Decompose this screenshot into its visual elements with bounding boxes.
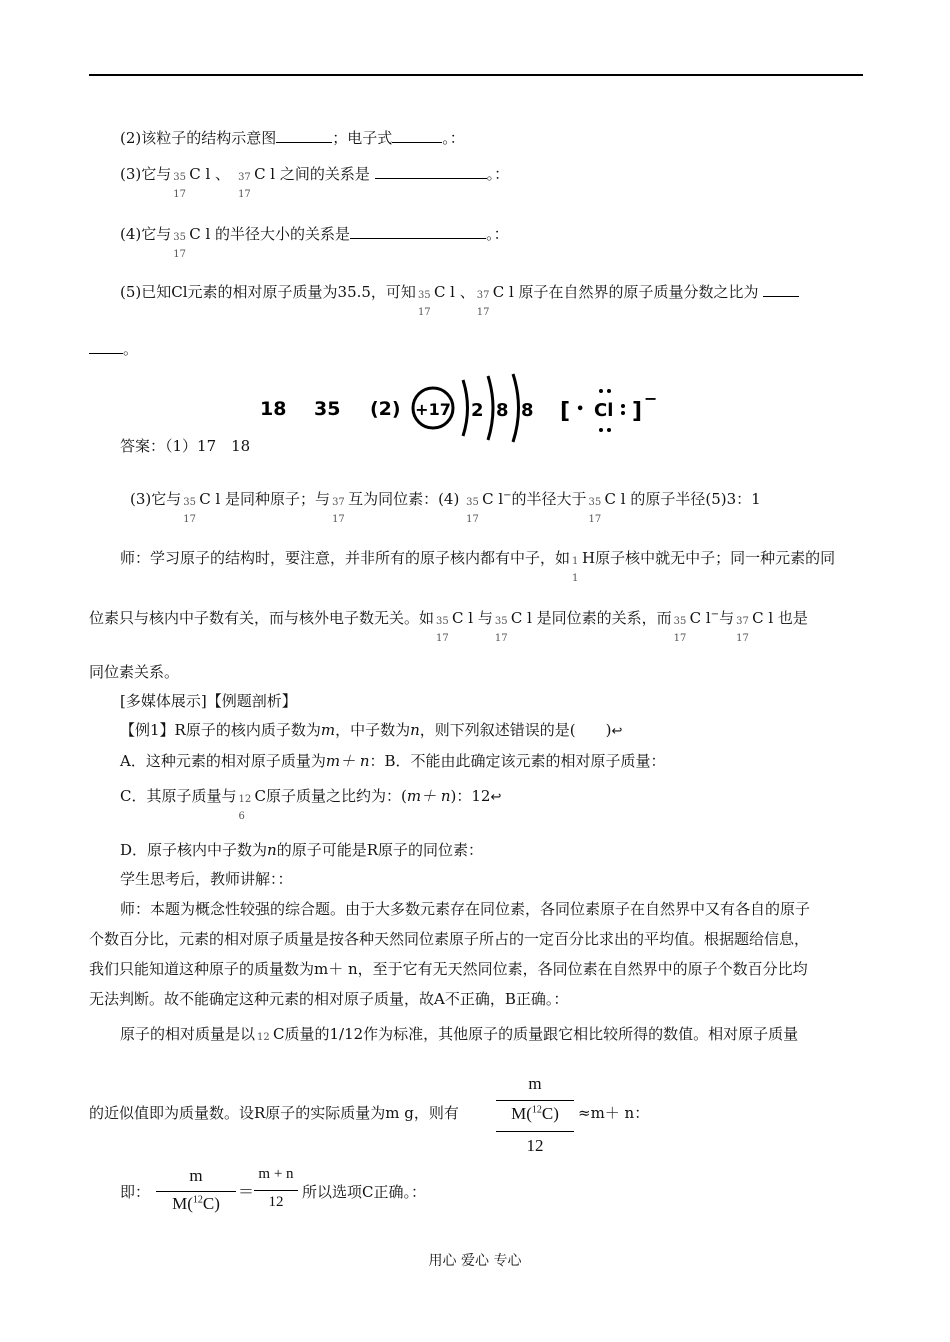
question-3: (3)它与 35 17 C l 、 37 17 C l 之间的关系是 。： [120, 165, 510, 200]
fraction-3: m + n 12 [254, 1166, 298, 1218]
teacher-note-2-line-2: 个数百分比，元素的相对原子质量是按各种天然同位素原子所占的一定百分比求出的平均值。根据题给信息， [89, 930, 810, 948]
question-5: (5)已知Cl元素的相对原子质量为35.5，可知 35 17 C l 、 37 17 C l 原子在自然界的原子质量分数之比为 [120, 277, 799, 302]
relative-mass-line: 原子的相对质量是以 12 C质量的1/12作为标准，其他原子的质量跟它相比较所得的数值。相对原子质量 [120, 1025, 799, 1043]
eq-lead: 即： [120, 1183, 151, 1201]
shell-1: 2 [471, 400, 484, 421]
nucleus-charge: +17 [415, 400, 451, 419]
fraction-1-den: 12 [526, 1136, 544, 1155]
question-5-cont: 。 [89, 339, 138, 359]
shell-3: 8 [521, 400, 534, 421]
fig-label: (2) [370, 398, 401, 420]
approx-line-b: ≈m＋ n： [578, 1104, 650, 1122]
question-2: (2)该粒子的结构示意图 ；电子式 。： [120, 129, 465, 147]
page-footer: 用心 爱心 专心 [428, 1253, 522, 1269]
teacher-note-2-line-3: 我们只能知道这种原子的质量数为m＋ n，至于它有无天然同位素，各同位素在自然界中的原子个数百分比均 [89, 960, 808, 978]
example-1-option-d: D．原子核内中子数为n的原子可能是R原子的同位素： [120, 841, 483, 859]
answer-2: (3)它与 35 17 C l 是同种原子；与 37 17 互为同位素：(4) 35 17 C l−的半径大于 35 17 C l 的原子半径(5)3：1 [130, 490, 761, 525]
example-1-options-ab: A．这种元素的相对原子质量为m＋ n：B．不能由此确定该元素的相对原子质量： [120, 752, 666, 770]
header-rule [89, 74, 863, 76]
eq-sign: ＝ [238, 1182, 255, 1201]
example-1-option-c: C．其原子质量与 12 6 C原子质量之比约为：(m＋ n)：12↩ [120, 787, 502, 822]
student-think: 学生思考后，教师讲解：： [120, 870, 293, 888]
teacher-note-2-line-1: 师：本题为概念性较强的综合题。由于大多数元素存在同位素，各同位素原子在自然界中又有各自的原子 [120, 900, 811, 918]
svg-text:−: − [644, 389, 658, 408]
teacher-note-2-line-4: 无法判断。故不能确定这种元素的相对原子质量，故A不正确，B正确。： [89, 990, 569, 1008]
example-1-stem: 【例1】R原子的核内质子数为m，中子数为n，则下列叙述错误的是( )↩ [120, 721, 623, 739]
teacher-note-1-end: 同位素关系。 [89, 663, 180, 681]
chlorine-ion-figure [258, 358, 698, 448]
eq-conclusion: 所以选项C正确。： [302, 1183, 426, 1201]
approx-line-a: 的近似值即为质量数。设R原子的实际质量为m g，则有 [89, 1104, 459, 1122]
shell-2: 8 [496, 400, 509, 421]
fraction-1-num: m [528, 1074, 542, 1093]
answer-line: 答案：（1）17 18 [120, 437, 251, 455]
svg-text:[: [ [560, 399, 571, 424]
teacher-note-1: 师：学习原子的结构时，要注意，并非所有的原子核内都有中子，如 1 1 H原子核中就无中子；同一种元素的同 [120, 549, 836, 584]
teacher-note-1-cont: 位素只与核内中子数有关，而与核外电子数无关。如 35 17 C l 与 35 17 C l 是同位素的关系，而 35 17 C l−与 37 17 C l 也是 [89, 609, 808, 644]
fig-number-35: 35 [314, 398, 341, 420]
svg-text:]: ] [632, 399, 643, 424]
fraction-2: m M($^{12}$C) [156, 1166, 236, 1218]
ion-symbol: Cl [594, 400, 614, 421]
fraction-1 [496, 1074, 574, 1164]
question-4: (4)它与 35 17 C l 的半径大小的关系是 。： [120, 225, 509, 260]
svg-text:•: • [576, 402, 585, 417]
media-heading: [多媒体展示]【例题剖析】 [120, 692, 297, 710]
fig-number-18: 18 [260, 398, 287, 420]
fraction-1-mid: M($^{12}$C) [511, 1104, 559, 1123]
